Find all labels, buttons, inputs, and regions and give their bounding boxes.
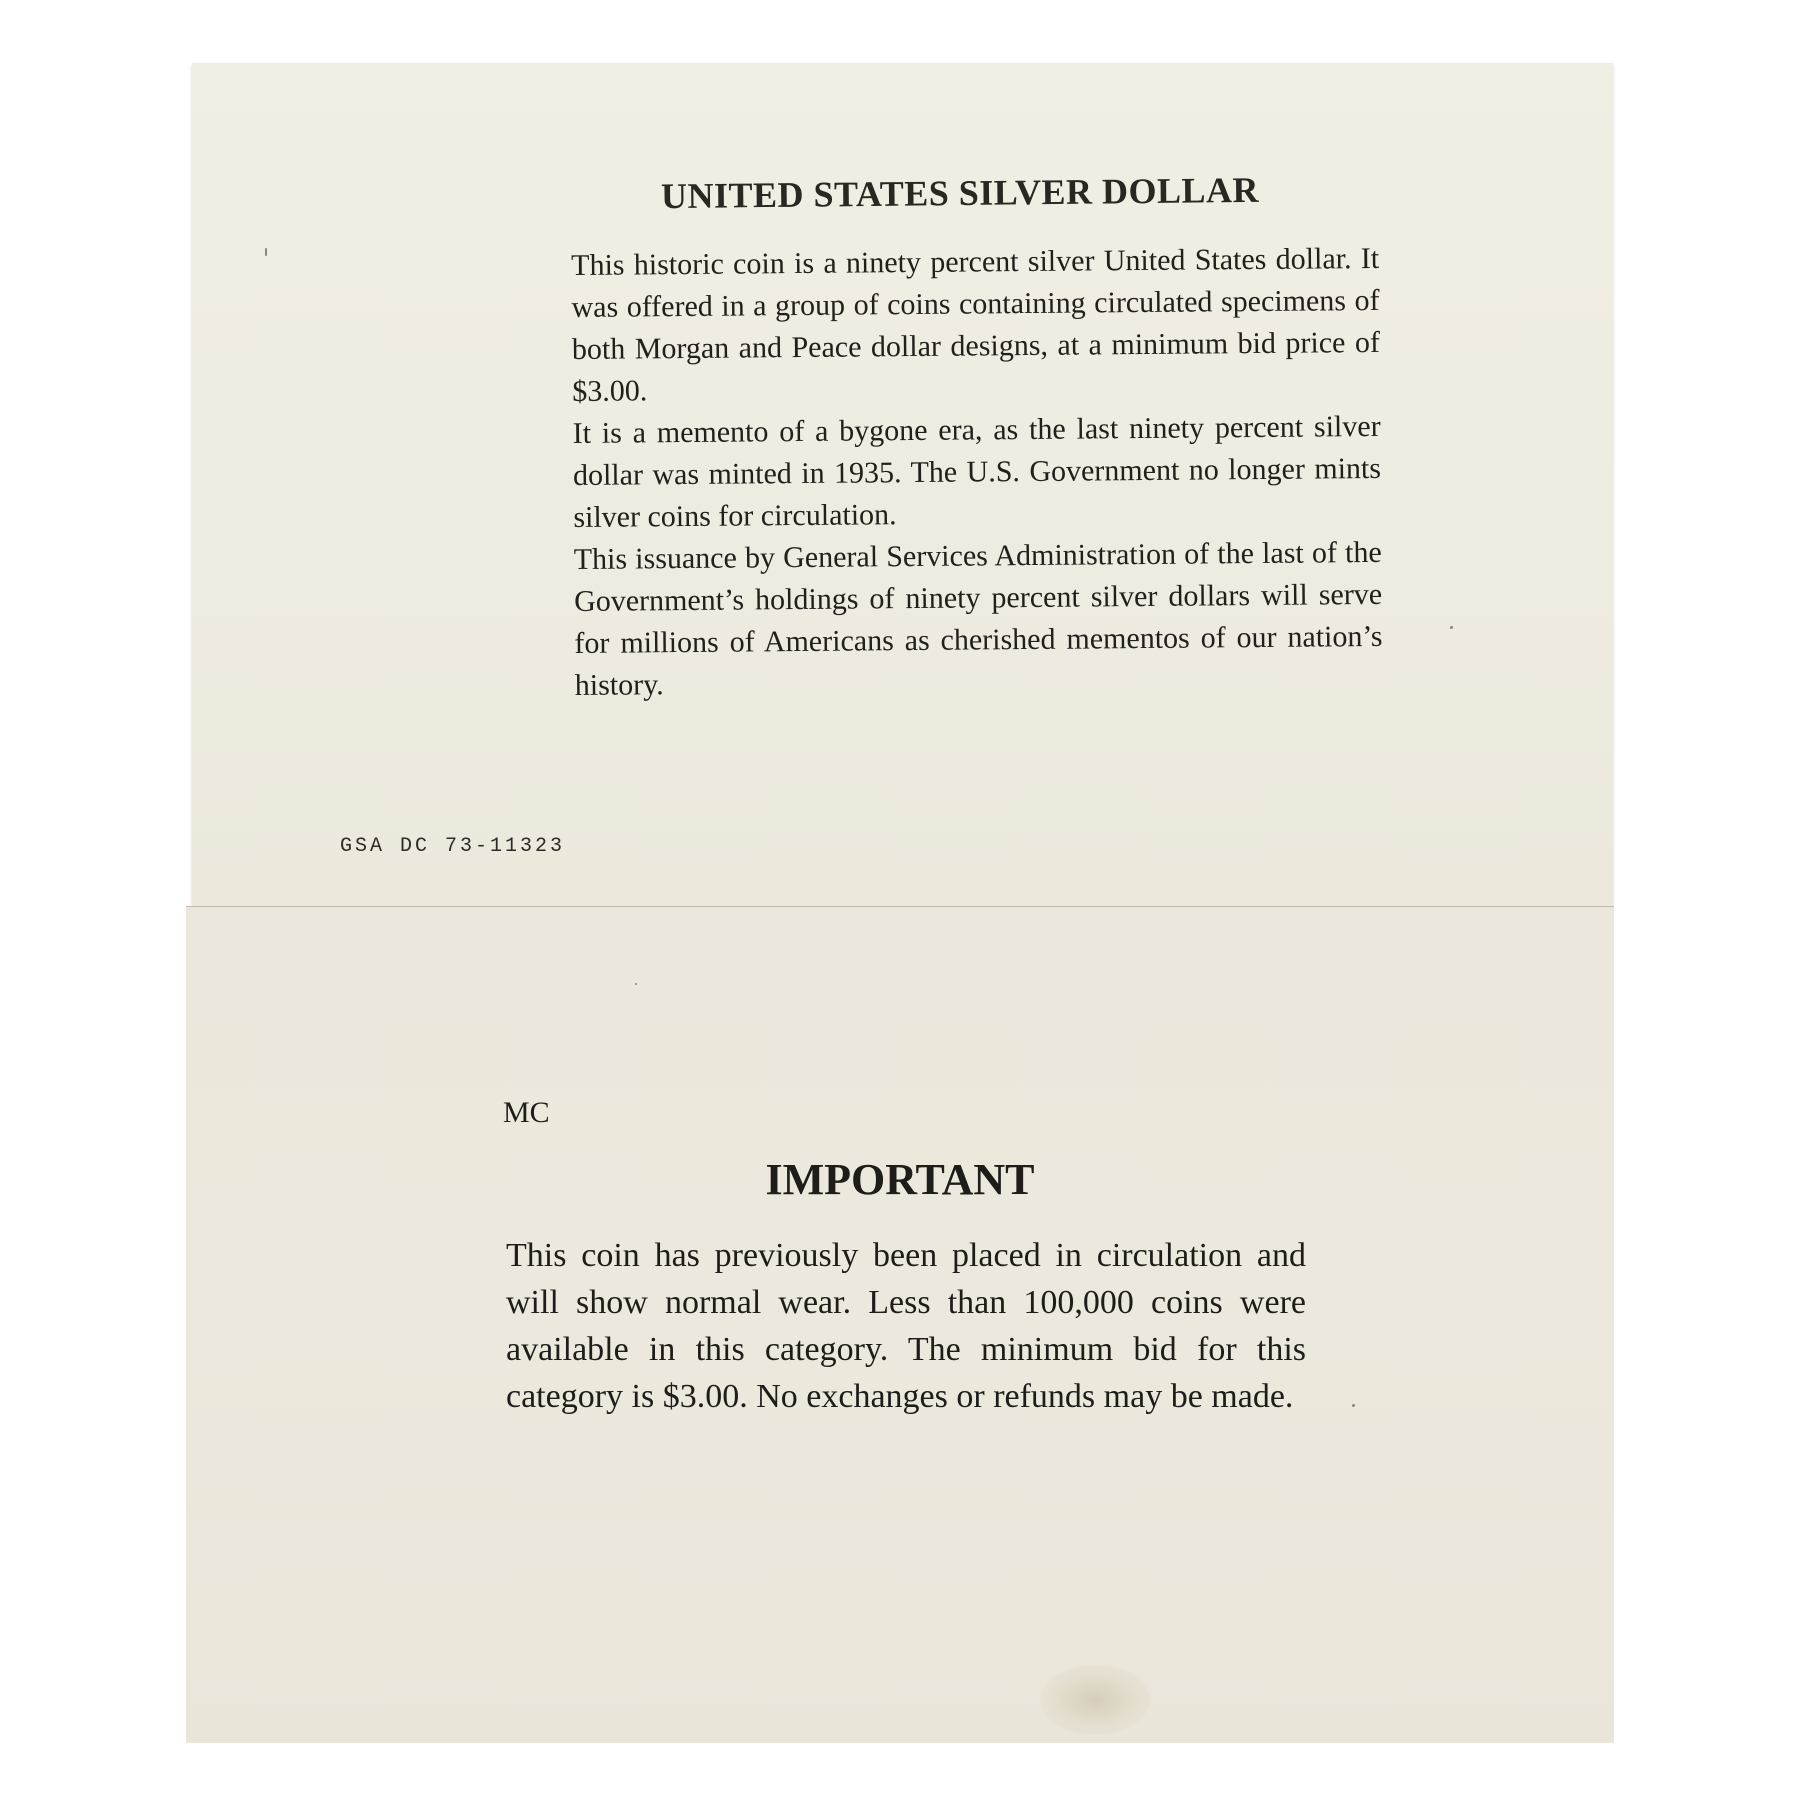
notice-body-text <box>506 1232 1306 1420</box>
body-paragraph: This issuance by General Services Administration of the last of the Government’s holdings of ninety percent silver dollars will serve for millions of Americans as cherished mementos of our nation’s history. <box>573 535 1383 702</box>
document-code: GSA DC 73-11323 <box>340 835 566 858</box>
paper-speck <box>265 248 267 256</box>
paper-speck <box>1450 626 1453 629</box>
card-body-text <box>571 238 1383 707</box>
body-paragraph: It is a memento of a bygone era, as the last ninety percent silver dollar was minted in 1935. The U.S. Government no longer mints silver coins for circulation. <box>572 409 1382 534</box>
paper-speck <box>1352 1404 1355 1407</box>
body-paragraph: This historic coin is a ninety percent silver United States dollar. It was offered in a group of coins containing circulated specimens of both Morgan and Peace dollar designs, at a minimum bid price of $3.00. <box>571 241 1381 408</box>
card-title: UNITED STATES SILVER DOLLAR <box>660 169 1260 217</box>
paper-speck <box>635 983 637 985</box>
category-label: MC <box>503 1096 550 1129</box>
notice-paragraph: This coin has previously been placed in circulation and will show normal wear. Less than 100,000 coins were available in this category. The minimum bid for this category is $3.00. No exchanges or refunds may be made. <box>506 1237 1306 1415</box>
paper-stain <box>1040 1665 1150 1735</box>
notice-title: IMPORTANT <box>765 1155 1035 1204</box>
